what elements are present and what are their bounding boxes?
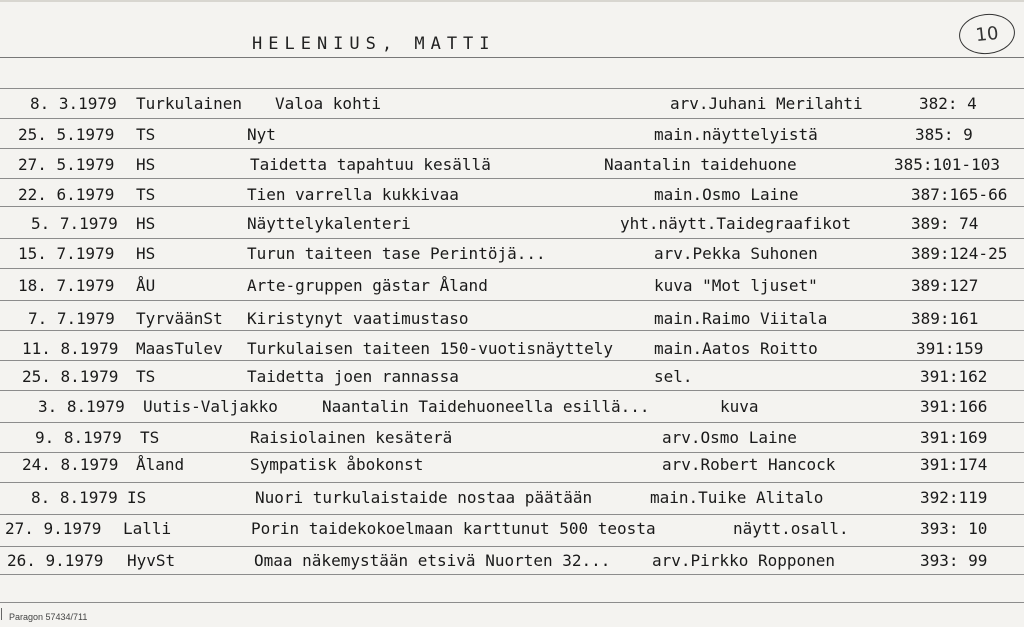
entry-source: Turkulainen xyxy=(136,94,242,113)
entry-ref: 393: 10 xyxy=(920,519,988,538)
entry-row xyxy=(0,428,1024,452)
entry-date: 27. 9.1979 xyxy=(5,519,102,538)
entry-note: main.Aatos Roitto xyxy=(654,339,818,358)
entry-row xyxy=(0,488,1024,512)
entry-note: kuva xyxy=(720,397,759,416)
entry-title: Sympatisk åbokonst xyxy=(250,455,424,474)
ruled-line xyxy=(0,514,1024,515)
entry-date: 27. 5.1979 xyxy=(18,155,115,174)
entry-ref: 385:101-103 xyxy=(894,155,1000,174)
entry-title: Nuori turkulaistaide nostaa päätään xyxy=(255,488,593,507)
entry-ref: 391:174 xyxy=(920,455,988,474)
entry-note: sel. xyxy=(654,367,693,386)
ruled-line xyxy=(0,238,1024,239)
entry-ref: 391:162 xyxy=(920,367,988,386)
entry-title: Turkulaisen taiteen 150-vuotisnäyttely xyxy=(247,339,614,358)
entry-ref: 389:127 xyxy=(911,276,979,295)
entry-row xyxy=(0,397,1024,421)
top-edge xyxy=(0,0,1024,2)
entry-source: TS xyxy=(136,185,156,204)
entry-ref: 392:119 xyxy=(920,488,988,507)
entry-note: arv.Juhani Merilahti xyxy=(670,94,863,113)
entry-ref: 391:159 xyxy=(916,339,984,358)
card-number-stamp: 10 xyxy=(957,11,1017,57)
entry-date: 9. 8.1979 xyxy=(35,428,122,447)
entry-title: Naantalin Taidehuoneella esillä... xyxy=(322,397,650,416)
entry-source: ÅU xyxy=(136,276,156,295)
entry-row xyxy=(0,155,1024,179)
entry-date: 22. 6.1979 xyxy=(18,185,115,204)
entry-source: Uutis-Valjakko xyxy=(143,397,278,416)
entry-row xyxy=(0,551,1024,575)
entry-title: Tien varrella kukkivaa xyxy=(247,185,459,204)
ruled-line xyxy=(0,118,1024,119)
ruled-line xyxy=(0,422,1024,423)
entry-note: yht.näytt.Taidegraafikot xyxy=(620,214,852,233)
entry-date: 25. 8.1979 xyxy=(22,367,119,386)
entry-date: 7. 7.1979 xyxy=(28,309,115,328)
entry-date: 25. 5.1979 xyxy=(18,125,115,144)
entry-ref: 382: 4 xyxy=(919,94,977,113)
entry-source: Åland xyxy=(136,455,185,474)
ruled-line xyxy=(0,546,1024,547)
entry-note: arv.Osmo Laine xyxy=(662,428,797,447)
entry-note: main.Raimo Viitala xyxy=(654,309,828,328)
entry-source: HS xyxy=(136,244,156,263)
entry-row xyxy=(0,455,1024,479)
entry-ref: 391:169 xyxy=(920,428,988,447)
entry-note: Naantalin taidehuone xyxy=(604,155,797,174)
entry-row xyxy=(0,185,1024,209)
ruled-line xyxy=(0,482,1024,483)
entry-row xyxy=(0,367,1024,391)
entry-row xyxy=(0,276,1024,300)
entry-title: Nyt xyxy=(247,125,276,144)
entry-source: Lalli xyxy=(123,519,172,538)
entry-note: arv.Pekka Suhonen xyxy=(654,244,818,263)
entry-title: Arte-gruppen gästar Åland xyxy=(247,276,488,295)
entry-date: 15. 7.1979 xyxy=(18,244,115,263)
entry-row xyxy=(0,214,1024,238)
entry-title: Valoa kohti xyxy=(275,94,381,113)
entry-ref: 389: 74 xyxy=(911,214,979,233)
entry-date: 8. 8.1979 xyxy=(31,488,118,507)
entry-row xyxy=(0,94,1024,118)
entry-title: Raisiolainen kesäterä xyxy=(250,428,453,447)
entry-source: TS xyxy=(136,367,156,386)
entry-title: Kiristynyt vaatimustaso xyxy=(247,309,469,328)
entry-row xyxy=(0,339,1024,363)
entry-date: 18. 7.1979 xyxy=(18,276,115,295)
entry-ref: 391:166 xyxy=(920,397,988,416)
ruled-line xyxy=(0,88,1024,89)
entry-note: kuva "Mot ljuset" xyxy=(654,276,818,295)
ruled-line xyxy=(0,602,1024,603)
card-header: HELENIUS, MATTI xyxy=(252,34,496,54)
entry-note: arv.Pirkko Ropponen xyxy=(652,551,836,570)
ruled-line xyxy=(0,300,1024,301)
entry-source: HS xyxy=(136,214,156,233)
entry-source: HyvSt xyxy=(127,551,176,570)
entry-ref: 385: 9 xyxy=(915,125,973,144)
header-rule xyxy=(0,57,1024,58)
entry-note: main.Osmo Laine xyxy=(654,185,799,204)
entry-date: 3. 8.1979 xyxy=(38,397,125,416)
card-footer: Paragon 57434/711 xyxy=(9,612,88,622)
entry-source: TyrväänSt xyxy=(136,309,223,328)
entry-title: Turun taiteen tase Perintöjä... xyxy=(247,244,546,263)
entry-source: HS xyxy=(136,155,156,174)
entry-title: Taidetta joen rannassa xyxy=(247,367,459,386)
entry-note: main.näyttelyistä xyxy=(654,125,818,144)
entry-note: arv.Robert Hancock xyxy=(662,455,836,474)
entry-ref: 393: 99 xyxy=(920,551,988,570)
entry-note: main.Tuike Alitalo xyxy=(650,488,824,507)
entry-date: 8. 3.1979 xyxy=(30,94,117,113)
ruled-line xyxy=(0,452,1024,453)
entry-title: Näyttelykalenteri xyxy=(247,214,411,233)
margin-mark xyxy=(1,608,2,620)
entry-date: 11. 8.1979 xyxy=(22,339,119,358)
entry-ref: 389:124-25 xyxy=(911,244,1008,263)
entry-source: MaasTulev xyxy=(136,339,223,358)
entry-row xyxy=(0,309,1024,333)
entry-row xyxy=(0,125,1024,149)
entry-source: TS xyxy=(140,428,160,447)
entry-title: Porin taidekokoelmaan karttunut 500 teosta xyxy=(251,519,656,538)
entry-note: näytt.osall. xyxy=(733,519,849,538)
entry-row xyxy=(0,519,1024,543)
entry-date: 24. 8.1979 xyxy=(22,455,119,474)
entry-title: Omaa näkemystään etsivä Nuorten 32... xyxy=(254,551,611,570)
ruled-line xyxy=(0,268,1024,269)
entry-ref: 387:165-66 xyxy=(911,185,1008,204)
entry-date: 26. 9.1979 xyxy=(7,551,104,570)
entry-title: Taidetta tapahtuu kesällä xyxy=(250,155,491,174)
entry-source: TS xyxy=(136,125,156,144)
entry-ref: 389:161 xyxy=(911,309,979,328)
entry-date: 5. 7.1979 xyxy=(31,214,118,233)
entry-row xyxy=(0,244,1024,268)
entry-source: IS xyxy=(127,488,147,507)
